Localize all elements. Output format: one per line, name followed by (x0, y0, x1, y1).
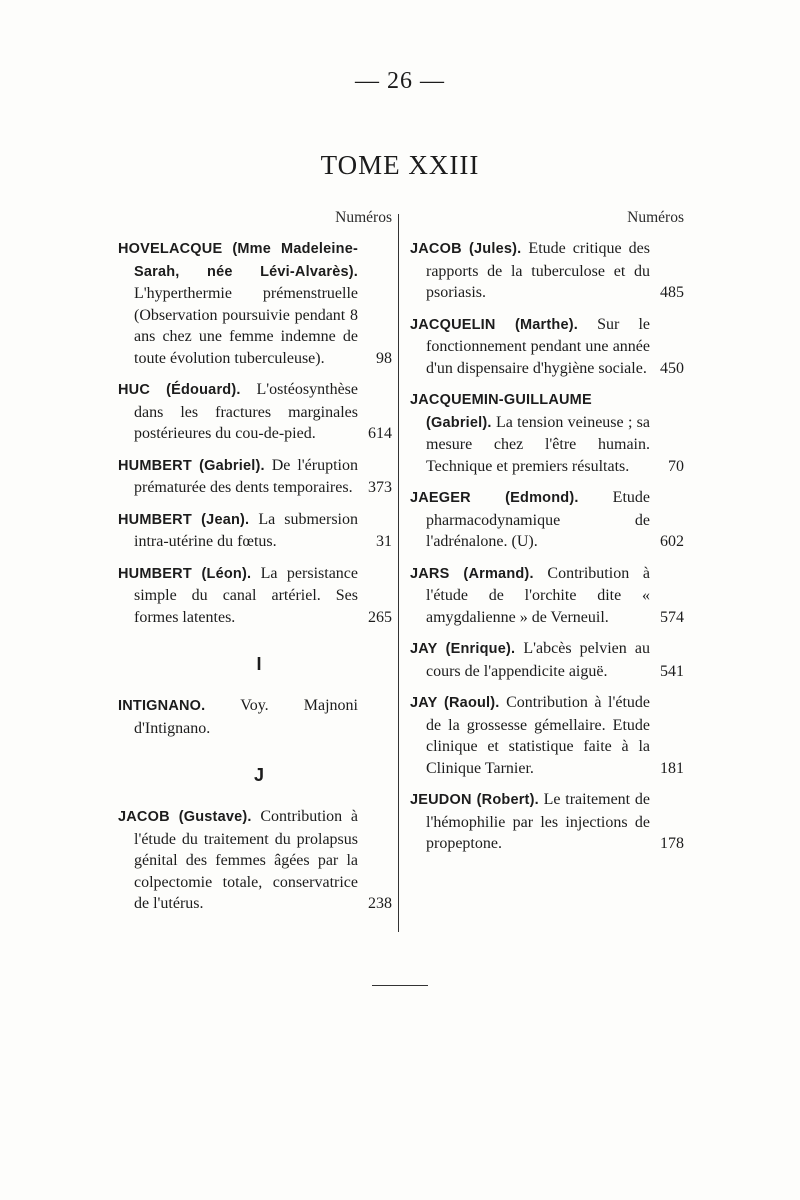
footer-rule (372, 985, 428, 986)
entry-title: Contribution à l'étude de l'orchite dite « amygdalienne » de Verneuil. (426, 564, 650, 626)
entry-number: 70 (662, 456, 684, 478)
index-entry (118, 238, 400, 369)
entry-author: JEUDON (Robert). (410, 792, 539, 808)
index-entry (410, 487, 692, 553)
entry-author: JAY (Enrique). (410, 641, 516, 657)
entry-number: 238 (362, 893, 392, 915)
index-entry (410, 238, 692, 304)
entry-number: 450 (654, 358, 684, 380)
entry-author: HOVELACQUE (Mme Madeleine-Sarah, née Lévi-Alvarès). (118, 241, 358, 280)
entry-author: HUMBERT (Gabriel). (118, 457, 265, 474)
entry-title: L'abcès pelvien au cours de l'appendicite aiguë. (426, 640, 650, 680)
index-entry (410, 692, 692, 779)
entry-author: JARS (Armand). (410, 565, 534, 582)
entry-title: Voy. Majnoni d'Intignano. (134, 697, 358, 737)
entry-number: 614 (362, 423, 392, 445)
index-entry (410, 314, 692, 380)
index-entry (118, 563, 400, 629)
entry-author: JAY (Raoul). (410, 695, 500, 711)
entry-author: JACOB (Gustave). (118, 809, 252, 825)
index-entry (118, 379, 400, 445)
entry-author: HUC (Édouard). (118, 382, 241, 398)
index-entry (118, 509, 400, 553)
entry-title: La submersion intra-utérine du fœtus. (134, 510, 359, 550)
index-entry (410, 638, 692, 682)
letter-heading-i: I (256, 654, 262, 674)
index-entry (410, 563, 692, 629)
entry-author: HUMBERT (Jean). (118, 511, 250, 528)
entry-title: Etude pharmacodynamique de l'adrénalone. (U). (426, 489, 650, 550)
index-entry (118, 695, 400, 739)
index-entry (118, 455, 400, 499)
index-entry (118, 806, 400, 915)
entry-title: Sur le fonctionnement pendant une année d'un dispensaire d'hygiène sociale. (426, 315, 650, 377)
left-column (118, 208, 400, 915)
column-header-left: Numéros (335, 209, 392, 226)
entry-number: 574 (654, 607, 684, 629)
entry-author: JACQUELIN (Marthe). (410, 316, 578, 333)
column-header-right: Numéros (627, 209, 684, 226)
entry-title: L'ostéosynthèse dans les fractures marginales postérieures du cou-de-pied. (134, 381, 358, 442)
entry-number: 485 (654, 282, 684, 304)
entry-title: Contribution à l'étude de la grossesse gémellaire. Etude clinique et statistique faite à la Clinique Tarnier. (426, 694, 650, 777)
entry-number: 31 (370, 531, 392, 553)
entry-title: Contribution à l'étude du traitement du prolapsus génital des femmes âgées par la colpectomie totale, conservatrice de l'utérus. (134, 808, 358, 912)
entry-author: JACOB (Jules). (410, 241, 522, 257)
page-number: — 26 — (355, 68, 445, 94)
index-entry (410, 789, 692, 855)
entry-number: 602 (654, 531, 684, 553)
entry-author: JACQUEMIN-GUILLAUME (Gabriel). (410, 392, 592, 431)
entry-title: De l'éruption prématurée des dents temporaires. (134, 456, 358, 496)
entry-number: 373 (362, 477, 392, 499)
entry-title: Le traitement de l'hémophilie par les injections de propeptone. (426, 791, 650, 852)
entry-number: 541 (654, 661, 684, 683)
entry-number: 178 (654, 833, 684, 855)
entry-title: Etude critique des rapports de la tuberculose et du psoriasis. (426, 240, 650, 301)
letter-heading-j: J (253, 765, 264, 785)
entry-author: JAEGER (Edmond). (410, 490, 579, 506)
entry-author: INTIGNANO. (118, 698, 206, 714)
entry-number: 98 (370, 348, 392, 370)
volume-title: TOME XXIII (320, 150, 480, 180)
entry-number: 265 (362, 607, 392, 629)
entry-title: La tension veineuse ; sa mesure chez l'être humain. Technique et premiers résultats. (426, 413, 651, 475)
index-entry (410, 389, 692, 477)
entry-number: 181 (654, 758, 684, 780)
entry-title: L'hyperthermie prémenstruelle (Observation poursuivie pendant 8 ans chez une femme indemne de toute évolution tuberculeuse). (134, 285, 358, 367)
right-column (410, 208, 692, 855)
entry-title: La persistance simple du canal artériel. Ses formes latentes. (134, 564, 359, 626)
entry-author: HUMBERT (Léon). (118, 565, 252, 582)
